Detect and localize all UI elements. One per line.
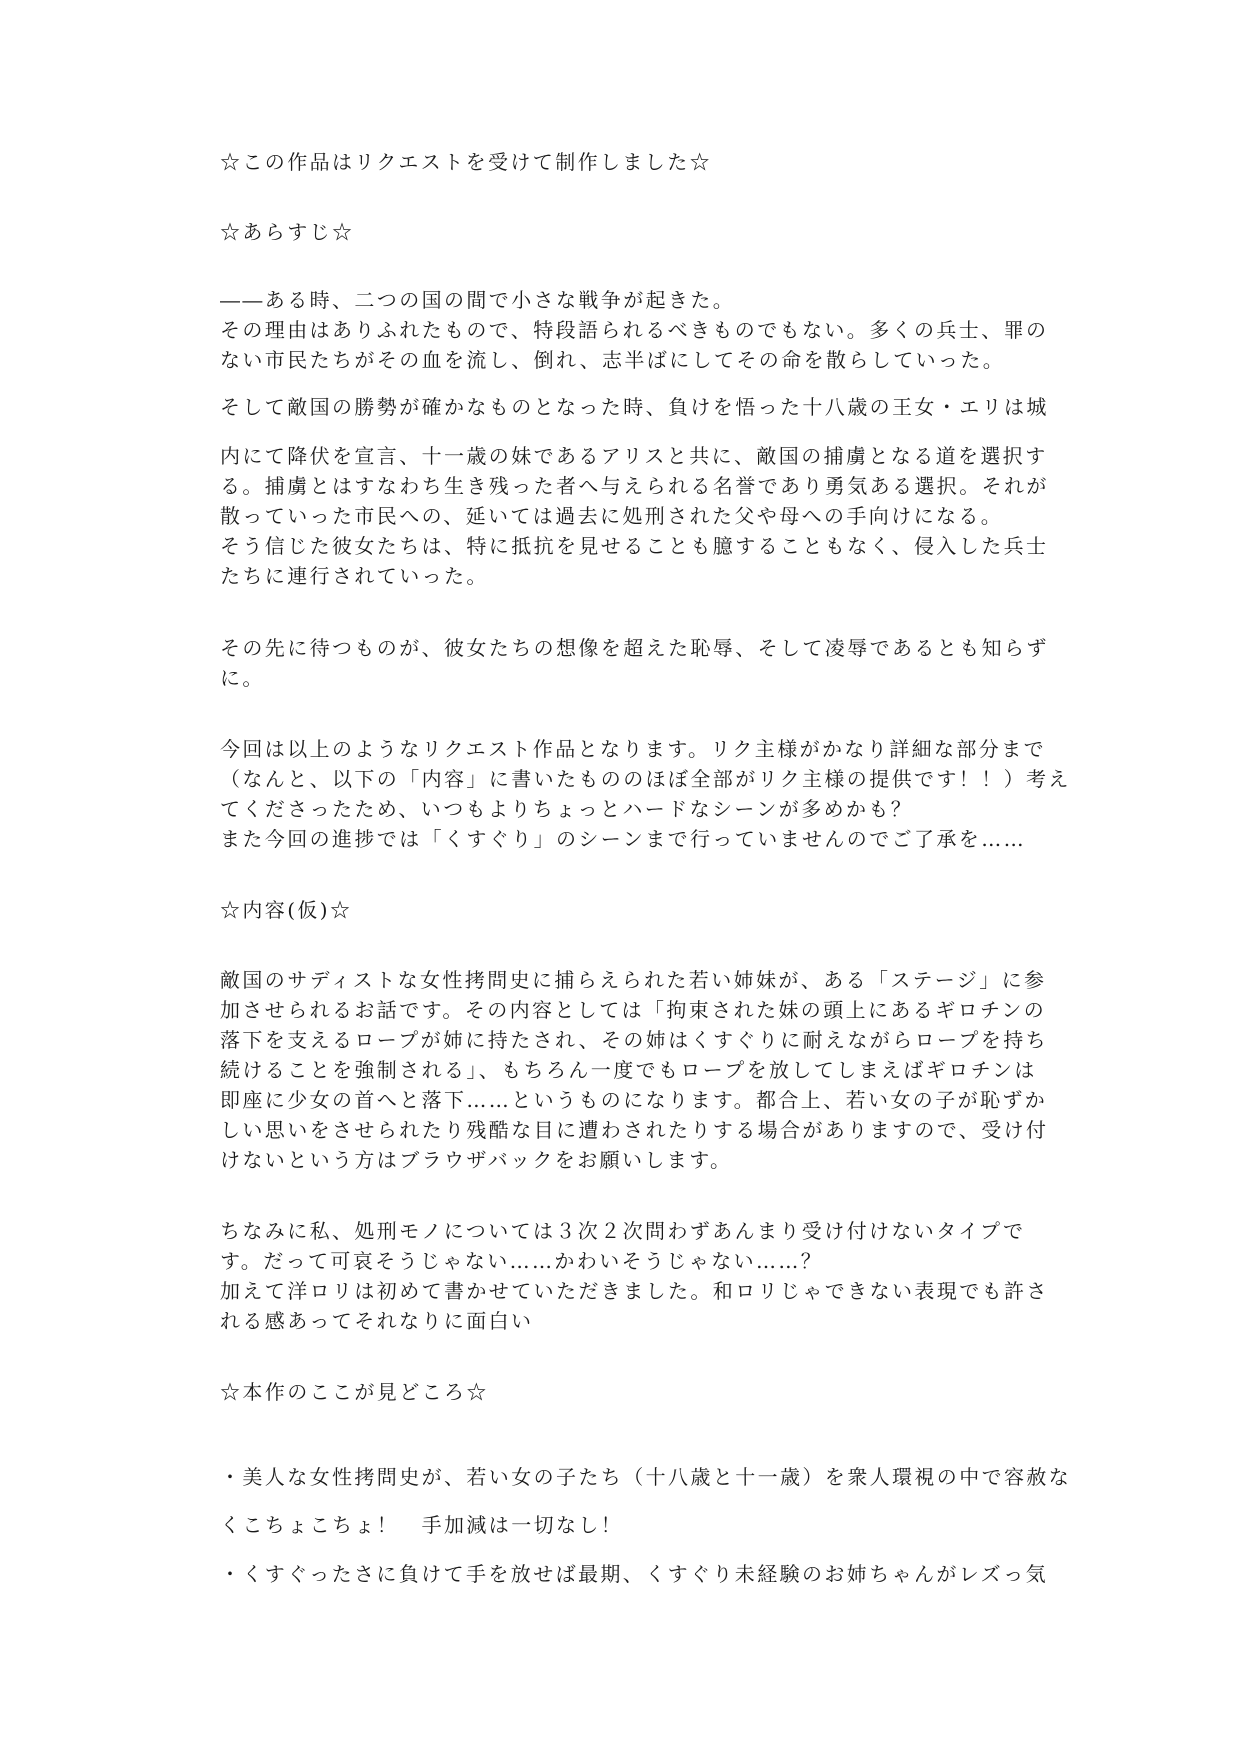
synopsis-line: ない市民たちがその血を流し、倒れ、志半ばにしてその命を散らしていった。 bbox=[220, 348, 1006, 372]
request-note-line: ☆この作品はリクエストを受けて制作しました☆ bbox=[220, 150, 712, 174]
synopsis-line: そして敵国の勝勢が確かなものとなった時、負けを悟った十八歳の王女・エリは城 bbox=[220, 395, 1049, 419]
synopsis-line: に。 bbox=[220, 666, 265, 690]
author-note-line: てくださったため、いつもよりちょっとハードなシーンが多めかも？ bbox=[220, 797, 914, 821]
content-line: 敵国のサディストな女性拷問史に捕らえられた若い姉妹が、ある「ステージ」に参 bbox=[220, 968, 1047, 992]
synopsis-line: そう信じた彼女たちは、特に抵抗を見せることも臆することもなく、侵入した兵士 bbox=[220, 534, 1049, 558]
content-line: 続けることを強制される」、もちろん一度でもロープを放してしまえばギロチンは bbox=[220, 1058, 1037, 1082]
content-line: 即座に少女の首へと落下……というものになります。都合上、若い女の子が恥ずか bbox=[220, 1088, 1048, 1112]
synopsis-line: その先に待つものが、彼女たちの想像を超えた恥辱、そして凌辱であるとも知らず bbox=[220, 636, 1049, 660]
content-line: しい思いをさせられたり残酷な目に遭わされたりする場合がありますので、受け付 bbox=[220, 1118, 1049, 1142]
author-comment-line: れる感あってそれなりに面白い bbox=[220, 1309, 534, 1333]
author-comment-line: 加えて洋ロリは初めて書かせていただきました。和ロリじゃできない表現でも許さ bbox=[220, 1279, 1049, 1303]
synopsis-line: る。捕虜とはすなわち生き残った者へ与えられる名誉であり勇気ある選択。それが bbox=[220, 474, 1049, 498]
content-line: けないという方はブラウザバックをお願いします。 bbox=[220, 1148, 733, 1172]
highlight-item-line: ・くすぐったさに負けて手を放せば最期、くすぐり未経験のお姉ちゃんがレズっ気 bbox=[220, 1562, 1048, 1586]
author-note-line: （なんと、以下の「内容」に書いたもののほぼ全部がリク主様の提供です！！）考え bbox=[220, 767, 1071, 791]
highlight-item-line: くこちょこちょ！ 手加減は一切なし！ bbox=[220, 1513, 624, 1537]
highlight-item-line: ・美人な女性拷問史が、若い女の子たち（十八歳と十一歳）を衆人環視の中で容赦な bbox=[220, 1465, 1072, 1489]
synopsis-line: ――ある時、二つの国の間で小さな戦争が起きた。 bbox=[220, 288, 736, 312]
synopsis-line: 散っていった市民への、延いては過去に処刑された父や母への手向けになる。 bbox=[220, 504, 1004, 528]
content-heading: ☆内容(仮)☆ bbox=[220, 898, 353, 922]
highlights-heading: ☆本作のここが見どころ☆ bbox=[220, 1380, 489, 1404]
author-note-line: また今回の進捗では「くすぐり」のシーンまで行っていませんのでご了承を…… bbox=[220, 827, 1026, 851]
author-comment-line: す。だって可哀そうじゃない……かわいそうじゃない……？ bbox=[220, 1249, 824, 1273]
synopsis-line: その理由はありふれたもので、特段語られるべきものでもない。多くの兵士、罪の bbox=[220, 318, 1049, 342]
author-comment-line: ちなみに私、処刑モノについては３次２次問わずあんまり受け付けないタイプで bbox=[220, 1219, 1026, 1243]
synopsis-line: 内にて降伏を宣言、十一歳の妹であるアリスと共に、敵国の捕虜となる道を選択す bbox=[220, 444, 1048, 468]
content-line: 加させられるお話です。その内容としては「拘束された妹の頭上にあるギロチンの bbox=[220, 998, 1047, 1022]
synopsis-heading: ☆あらすじ☆ bbox=[220, 220, 355, 244]
author-note-line: 今回は以上のようなリクエスト作品となります。リク主様がかなり詳細な部分まで bbox=[220, 737, 1046, 761]
synopsis-line: たちに連行されていった。 bbox=[220, 564, 489, 588]
content-line: 落下を支えるロープが姉に持たされ、その姉はくすぐりに耐えながらロープを持ち bbox=[220, 1028, 1048, 1052]
